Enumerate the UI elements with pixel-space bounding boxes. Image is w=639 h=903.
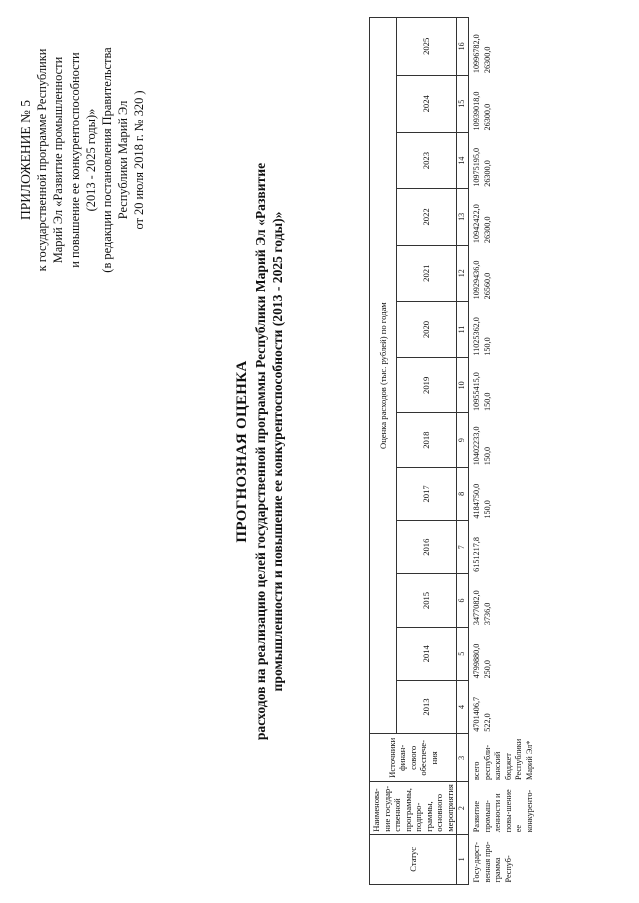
- column-number: 9: [457, 413, 469, 467]
- appendix-header: [18, 25, 148, 295]
- header-year: 2020: [397, 301, 457, 357]
- row-status: Госу-дарст-венная про-грамма Респуб-: [472, 841, 513, 883]
- column-number: 13: [457, 189, 469, 245]
- row-value: 11025362,0 150,0: [472, 317, 492, 356]
- row-value: 10996782,0 26300,0: [472, 34, 492, 74]
- row-value: 10942422,0 26300,0: [472, 204, 492, 244]
- row-value: 4701406,7 522,0: [472, 696, 492, 732]
- document-title: [232, 0, 286, 903]
- appendix-line: от 20 июля 2018 г. № 320 ): [132, 90, 147, 230]
- column-number: 6: [457, 574, 469, 627]
- header-year: 2016: [397, 521, 457, 574]
- title-line-1: расходов на реализацию целей государственной программы Республики Марий Эл «Развитие: [253, 162, 268, 741]
- appendix-line: Марий Эл «Развитие промышленности: [51, 56, 66, 264]
- header-year: 2015: [397, 574, 457, 627]
- column-number: 7: [457, 521, 469, 574]
- row-value: 10975195,0 26300,0: [472, 147, 492, 187]
- column-number: 14: [457, 132, 469, 188]
- column-number: 8: [457, 467, 469, 520]
- header-year: 2025: [397, 18, 457, 76]
- header-status: Статус: [370, 834, 457, 884]
- row-value: 10955415,0 150,0: [472, 372, 492, 411]
- appendix-line: (2013 - 2025 годы)»: [83, 108, 98, 212]
- title-main: ПРОГНОЗНАЯ ОЦЕНКА: [234, 360, 250, 543]
- header-year: 2013: [397, 680, 457, 733]
- table-row: [469, 18, 539, 885]
- row-value: 3477082,0 3736,0: [472, 590, 492, 626]
- row-value: 6151217,8: [472, 537, 481, 572]
- appendix-line: Республики Марий Эл: [116, 100, 131, 220]
- column-number: 2: [457, 782, 469, 834]
- column-number: 5: [457, 627, 469, 680]
- row-value: 4184750,0 150,0: [472, 483, 492, 519]
- row-value: 4799880,0 250,0: [472, 643, 492, 679]
- header-year: 2019: [397, 358, 457, 413]
- column-number: 12: [457, 245, 469, 301]
- header-expense-group: Оценка расходов (тыс. рублей) по годам: [370, 18, 397, 734]
- header-program-name: Наименова-ние государ-ственной программы, подпро-граммы, основного мероприятия: [370, 782, 457, 834]
- column-number: 1: [457, 834, 469, 884]
- header-year: 2017: [397, 467, 457, 520]
- appendix-line: ПРИЛОЖЕНИЕ № 5: [18, 99, 33, 221]
- row-value: 10939018,0 26300,0: [472, 91, 492, 131]
- column-number: 15: [457, 75, 469, 132]
- title-line-2: промышленности и повышение ее конкурентоспособности (2013 - 2025 годы)»: [270, 211, 285, 692]
- column-number: 4: [457, 680, 469, 733]
- appendix-line: и повышение ее конкурентоспособности: [67, 52, 82, 268]
- header-year: 2014: [397, 627, 457, 680]
- header-year: 2024: [397, 75, 457, 132]
- row-value: 10402233,0 150,0: [472, 426, 492, 466]
- row-funding-source: всего республи-канский бюджет Республики Марий Эл*: [472, 738, 534, 780]
- header-year: 2022: [397, 189, 457, 245]
- appendix-line: (в редакции постановления Правительства: [100, 47, 115, 273]
- appendix-line: к государственной программе Республики: [35, 48, 50, 272]
- column-number: 16: [457, 18, 469, 76]
- column-number: 11: [457, 301, 469, 357]
- column-number: 10: [457, 358, 469, 413]
- header-funding-source: Источники финан-сового обеспече-ния: [370, 734, 457, 782]
- header-year: 2023: [397, 132, 457, 188]
- row-value: 10929436,0 26560,0: [472, 260, 492, 300]
- expense-table: [369, 17, 538, 885]
- column-number: 3: [457, 734, 469, 782]
- row-program-name: Развитие промыш-ленности и повы-шение ее конкурентo-: [472, 789, 534, 833]
- header-year: 2021: [397, 245, 457, 301]
- header-year: 2018: [397, 413, 457, 467]
